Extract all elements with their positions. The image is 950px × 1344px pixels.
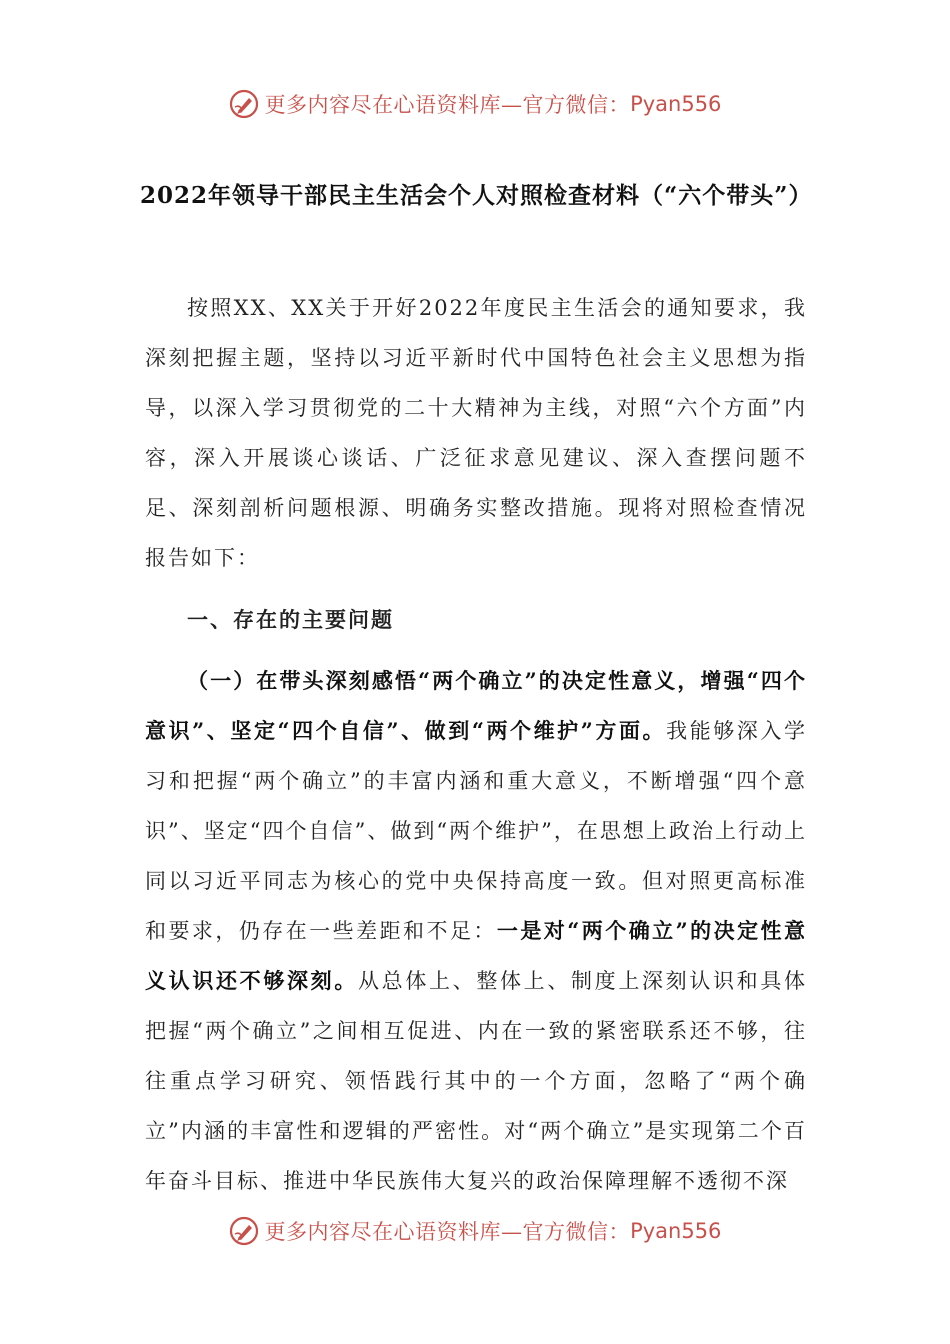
subsection-text: 我能够深入学习和把握“两个确立”的丰富内涵和重大意义，不断增强“四个意识”、坚定“四个自信”、做到“两个维护”，在思想上政治上行动上同以习近平同志为核心的党中央保持高度一致。但对照更高标准和要求，仍存在一些差距和不足： (145, 719, 808, 943)
point-text: 从总体上、整体上、制度上深刻认识和具体把握“两个确立”之间相互促进、内在一致的紧密联系还不够，往往重点学习研究、领悟践行其中的一个方面，忽略了“两个确立”内涵的丰富性和逻辑的严密性。对“两个确立”是实现第二个百年奋斗目标、推进中华民族伟大复兴的政治保障理解不透彻不深 (145, 969, 807, 1193)
document-body (145, 283, 807, 1206)
document-title: 2022年领导干部民主生活会个人对照检查材料（“六个带头”） (140, 182, 813, 209)
intro-paragraph: 按照XX、XX关于开好2022年度民主生活会的通知要求，我深刻把握主题，坚持以习近平新时代中国特色社会主义思想为指导，以深入学习贯彻党的二十大精神为主线，对照“六个方面”内容，深入开展谈心谈话、广泛征求意见建议、深入查摆问题不足、深刻剖析问题根源、明确务实整改措施。现将对照检查情况报告如下： (145, 296, 807, 570)
watermark-text: 更多内容尽在心语资料库—官方微信： (264, 1220, 631, 1244)
watermark-wechat-id: Pyan556 (630, 92, 722, 116)
footer-watermark (0, 1211, 950, 1251)
watermark-text: 更多内容尽在心语资料库—官方微信： (264, 93, 631, 117)
subsection-paragraph (145, 656, 807, 1206)
pen-logo-icon (229, 89, 259, 119)
watermark-wechat-id: Pyan556 (630, 1219, 722, 1243)
point-heading: 一是对“两个确立”的决定性意义认识还不够深刻。 (145, 918, 807, 993)
pen-logo-icon (229, 1216, 259, 1246)
section-heading: 一、存在的主要问题 (187, 607, 394, 632)
header-watermark (0, 84, 950, 124)
subsection-heading: （一）在带头深刻感悟“两个确立”的决定性意义，增强“四个意识”、坚定“四个自信”、做到“两个维护”方面。 (145, 668, 807, 743)
